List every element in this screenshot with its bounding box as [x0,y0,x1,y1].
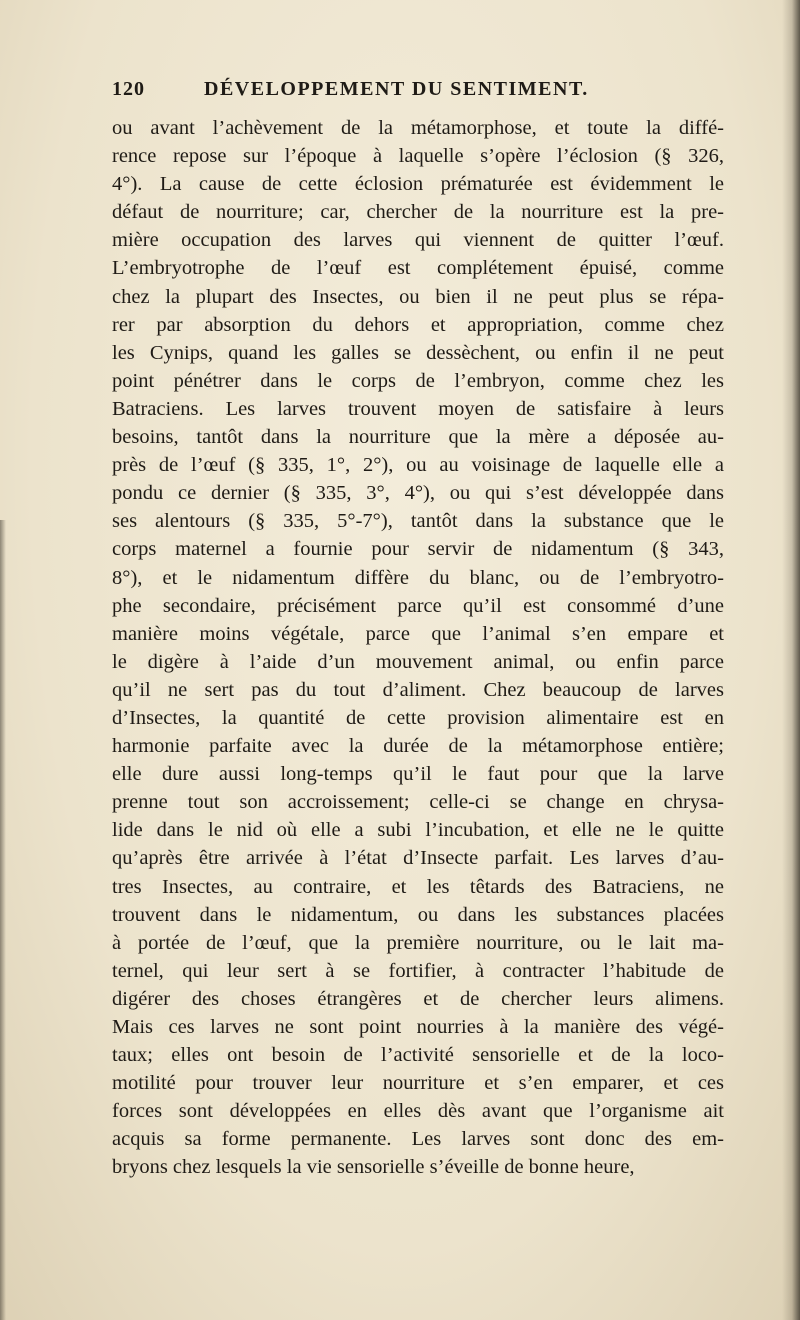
running-head [112,78,722,112]
text-line: ternel, qui leur sert à se fortifier, à contracter l’habitude de [112,959,724,982]
text-line: forces sont développées en elles dès avant que l’organisme ait [112,1100,724,1123]
text-line: 8°), et le nidamentum diffère du blanc, ou de l’embryotro- [112,566,724,589]
text-line: prenne tout son accroissement; celle-ci se change en chrysa- [112,791,724,814]
text-line: chez la plupart des Insectes, ou bien il ne peut plus se répa- [112,285,724,308]
text-line: elle dure aussi long-temps qu’il le faut pour que la larve [112,763,724,786]
text-line: ou avant l’achèvement de la métamorphose, et toute la diffé- [112,117,724,139]
text-line: digérer des choses étrangères et de chercher leurs alimens. [112,987,724,1010]
text-line: mière occupation des larves qui viennent de quitter l’œuf. [112,229,724,252]
text-line: pondu ce dernier (§ 335, 3°, 4°), ou qui s’est développée dans [112,482,724,505]
text-line: corps maternel a fournie pour servir de nidamentum (§ 343, [112,538,724,561]
text-line: qu’après être arrivée à l’état d’Insecte parfait. Les larves d’au- [112,847,724,870]
text-line: besoins, tantôt dans la nourriture que la mère a déposée au- [112,426,724,449]
text-line: tres Insectes, au contraire, et les têtards des Batraciens, ne [112,875,724,898]
text-line: L’embryotrophe de l’œuf est complétement épuisé, comme [112,257,724,280]
running-title: DÉVELOPPEMENT DU SENTIMENT. [204,78,589,100]
text-line: harmonie parfaite avec la durée de la métamorphose entière; [112,735,724,758]
text-line: Mais ces larves ne sont point nourries à la manière des végé- [112,1016,724,1038]
text-line: Batraciens. Les larves trouvent moyen de satisfaire à leurs [112,397,724,420]
text-line: lide dans le nid où elle a subi l’incubation, et elle ne le quitte [112,819,724,842]
page-number: 120 [112,78,145,100]
text-line: rer par absorption du dehors et appropriation, comme chez [112,313,724,336]
body-text [112,114,724,1182]
text-line: phe secondaire, précisément parce qu’il est consommé d’une [112,594,724,617]
text-line: rence repose sur l’époque à laquelle s’opère l’éclosion (§ 326, [112,145,724,168]
text-line: 4°). La cause de cette éclosion prématurée est évidemment le [112,173,724,196]
text-line: bryons chez lesquels la vie sensorielle s’éveille de bonne heure, [112,1156,635,1179]
text-line: taux; elles ont besoin de l’activité sensorielle et de la loco- [112,1044,724,1067]
text-line: acquis sa forme permanente. Les larves sont donc des em- [112,1128,724,1151]
text-line: motilité pour trouver leur nourriture et s’en emparer, et ces [112,1072,724,1095]
text-line: les Cynips, quand les galles se dessèchent, ou enfin il ne peut [112,341,724,364]
text-line: le digère à l’aide d’un mouvement animal, ou enfin parce [112,650,724,673]
text-line: manière moins végétale, parce que l’animal s’en empare et [112,622,724,645]
text-line: à portée de l’œuf, que la première nourriture, ou le lait ma- [112,931,724,954]
text-line: qu’il ne sert pas du tout d’aliment. Chez beaucoup de larves [112,678,724,701]
text-line: point pénétrer dans le corps de l’embryon, comme chez les [112,369,724,392]
text-line: trouvent dans le nidamentum, ou dans les substances placées [112,903,724,926]
text-line: près de l’œuf (§ 335, 1°, 2°), ou au voisinage de laquelle elle a [112,454,724,477]
text-line: ses alentours (§ 335, 5°-7°), tantôt dans la substance que le [112,510,724,533]
page-right-shadow [782,0,800,1320]
text-line: défaut de nourriture; car, chercher de la nourriture est la pre- [112,201,724,224]
page-left-shadow [0,520,6,1320]
text-line: d’Insectes, la quantité de cette provision alimentaire est en [112,706,724,729]
